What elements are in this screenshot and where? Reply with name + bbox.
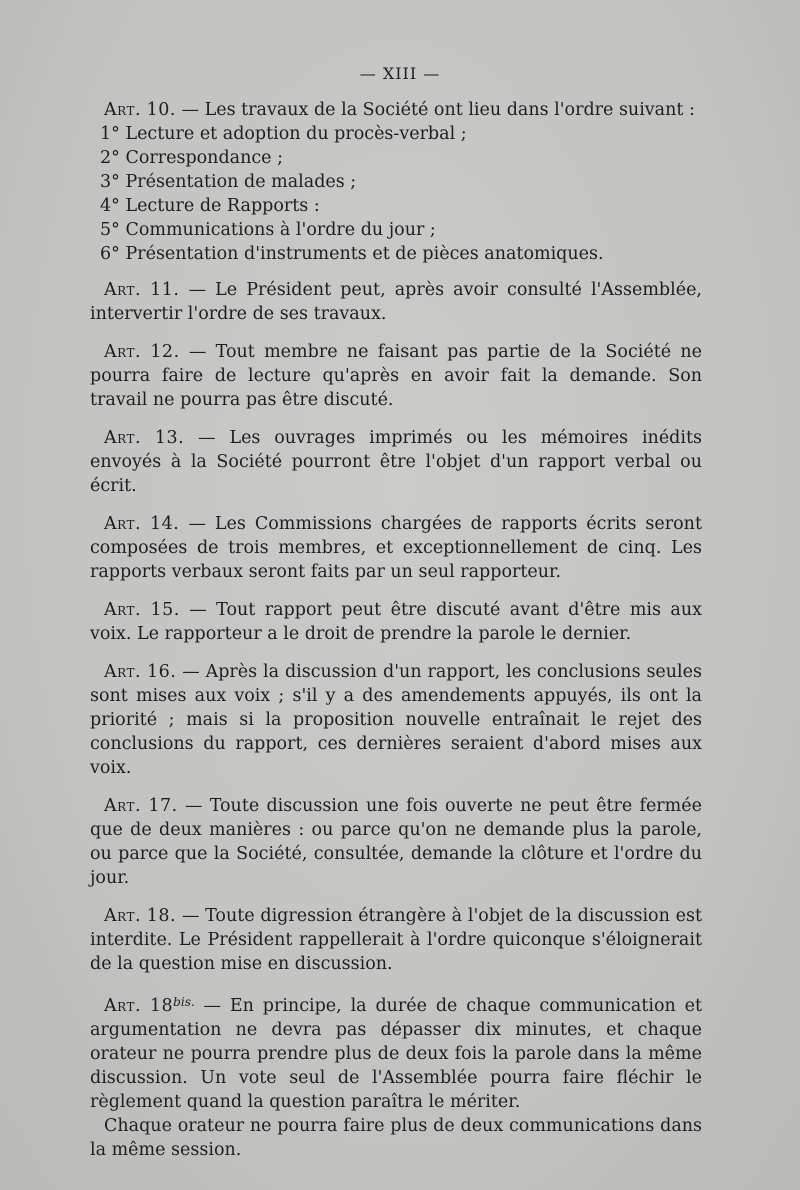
article-number: 14.: [150, 514, 180, 534]
list-item: 3° Présentation de malades ;: [100, 172, 357, 192]
article-text: — Après la discussion d'un rapport, les conclusions seules sont mises aux voix ; s'il y a des amendements appuyés, ils ont la priorité ; mais si la proposition nouvelle entraînait le rejet des conclusions du rapport, ces dernières seraient d'abord mises aux voix.: [90, 662, 702, 778]
rules-text: [90, 98, 702, 1176]
list-item: 4° Lecture de Rapports :: [100, 196, 320, 216]
article-label: Art.: [104, 428, 142, 448]
article-text: — Tout membre ne faisant pas partie de la Société ne pourra faire de lecture qu'après en avoir fait la demande. Son travail ne pourra pas être discuté.: [90, 342, 702, 410]
article-number: 18.: [146, 906, 177, 926]
list-item: 6° Présentation d'instruments et de pièces anatomiques.: [100, 244, 604, 264]
article-11: [90, 278, 702, 326]
article-label: Art.: [104, 796, 142, 816]
article-label: Art.: [104, 662, 142, 682]
article-text: — En principe, la durée de chaque communication et argumentation ne devra pas dépasser dix minutes, et chaque orateur ne pourra prendre plus de deux fois la parole dans la même discussion. Un vote seul de l'Assemblée pourra faire fléchir le règlement quand la question paraîtra le mériter.: [90, 996, 702, 1112]
article-text: — Tout rapport peut être discuté avant d'être mis aux voix. Le rapporteur a le droit de prendre la parole le dernier.: [90, 600, 702, 644]
page-number: — XIII —: [359, 64, 441, 83]
article-label: Art.: [104, 906, 142, 926]
article-text: — Les travaux de la Société ont lieu dans l'ordre suivant :: [181, 100, 695, 120]
article-number: 16.: [146, 662, 177, 682]
article-number: 10.: [146, 100, 176, 120]
agenda-list: [90, 122, 702, 266]
article-number: 15.: [150, 600, 180, 620]
article-18-bis: [90, 990, 702, 1114]
article-label: Art.: [104, 100, 142, 120]
article-text: — Le Président peut, après avoir consulté l'Assemblée, intervertir l'ordre de ses travaux.: [90, 280, 702, 324]
article-13: [90, 426, 702, 498]
article-number: 11.: [150, 280, 180, 300]
article-number: 12.: [150, 342, 180, 362]
list-item: 1° Lecture et adoption du procès-verbal ;: [100, 124, 467, 144]
article-text: — Toute discussion une fois ouverte ne peut être fermée que de deux manières : ou parce qu'on ne demande plus la parole, ou parce que la Société, consultée, demande la clôture et l'ordre du jour.: [90, 796, 702, 888]
article-text: — Toute digression étrangère à l'objet de la discussion est interdite. Le Président rappellerait à l'ordre quiconque s'éloignerait de la question mise en discussion.: [90, 906, 702, 974]
article-label: Art.: [104, 280, 142, 300]
list-item: 2° Correspondance ;: [100, 148, 283, 168]
article-16: [90, 660, 702, 780]
article-15: [90, 598, 702, 646]
article-17: [90, 794, 702, 890]
article-text: — Les Commissions chargées de rapports écrits seront composées de trois membres, et exceptionnellement de cinq. Les rapports verbaux seront faits par un seul rapporteur.: [90, 514, 702, 582]
article-text: — Les ouvrages imprimés ou les mémoires inédits envoyés à la Société pourront être l'objet d'un rapport verbal ou écrit.: [90, 428, 702, 496]
article-suffix: bis.: [173, 995, 195, 1009]
article-number: 18: [149, 996, 174, 1016]
article-label: Art.: [104, 342, 142, 362]
article-10: [90, 98, 702, 122]
article-18: [90, 904, 702, 976]
list-item: 5° Communications à l'ordre du jour ;: [100, 220, 436, 240]
article-label: Art.: [104, 600, 142, 620]
article-label: Art.: [104, 514, 142, 534]
article-18-bis-continued: Chaque orateur ne pourra faire plus de deux communications dans la même session.: [90, 1116, 702, 1160]
article-number: 17.: [148, 796, 178, 816]
article-14: [90, 512, 702, 584]
article-12: [90, 340, 702, 412]
article-label: Art.: [104, 996, 142, 1016]
article-number: 13.: [154, 428, 185, 448]
